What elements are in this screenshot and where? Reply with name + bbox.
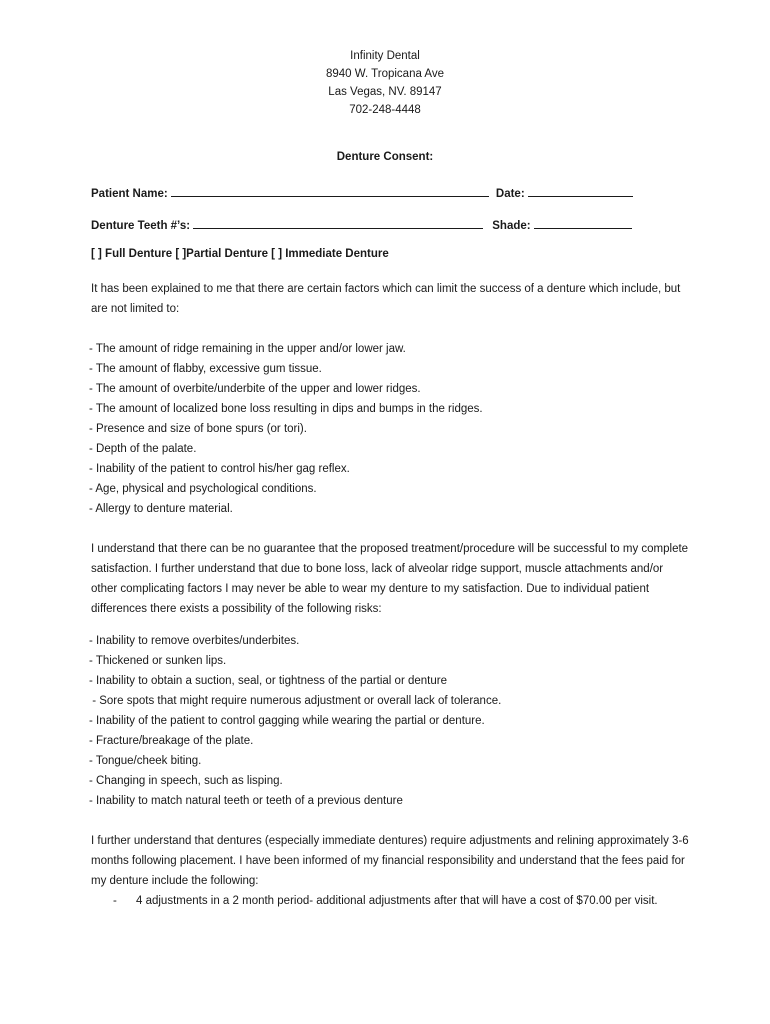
denture-teeth-label: Denture Teeth #’s: [91, 220, 191, 232]
list-item: - Allergy to denture material. [89, 503, 233, 515]
date-label: Date: [495, 188, 525, 200]
shade-label: Shade: [492, 220, 531, 232]
fee-item-text: 4 adjustments in a 2 month period- additional adjustments after that will have a cost of $70.00 per visit. [136, 895, 658, 907]
practice-header [0, 47, 770, 119]
denture-type-options[interactable]: [ ] Full Denture [ ]Partial Denture [ ] Immediate Denture [91, 248, 389, 260]
list-item: - Changing in speech, such as lisping. [89, 775, 283, 787]
shade-field[interactable] [534, 216, 632, 229]
patient-name-row [91, 184, 633, 200]
list-item: - Sore spots that might require numerous adjustment or overall lack of tolerance. [89, 695, 502, 707]
list-item: - Thickened or sunken lips. [89, 655, 227, 667]
fee-item-dash: - [113, 895, 117, 907]
list-item: - Inability to obtain a suction, seal, or tightness of the partial or denture [89, 675, 447, 687]
practice-street: 8940 W. Tropicana Ave [325, 68, 445, 80]
list-item: - The amount of flabby, excessive gum tissue. [89, 363, 322, 375]
list-item: - Tongue/cheek biting. [89, 755, 202, 767]
intro-paragraph: It has been explained to me that there are certain factors which can limit the success of a denture which include, but are not limited to: [91, 283, 681, 315]
date-field[interactable] [528, 184, 633, 197]
list-item: - Inability of the patient to control gagging while wearing the partial or denture. [89, 715, 485, 727]
practice-city: Las Vegas, NV. 89147 [328, 86, 442, 98]
adjustments-paragraph: I further understand that dentures (especially immediate dentures) require adjustments and relining approximately 3-6 months following placement. I have been informed of my financial responsibility and understand that the fees paid for my denture include the following: [91, 835, 689, 887]
patient-name-field[interactable] [171, 184, 489, 197]
limiting-factors-list [89, 339, 483, 519]
list-item: - The amount of localized bone loss resulting in dips and bumps in the ridges. [89, 403, 483, 415]
denture-teeth-field[interactable] [193, 216, 483, 229]
risks-list [89, 631, 501, 811]
guarantee-paragraph: I understand that there can be no guarantee that the proposed treatment/procedure will be successful to my complete satisfaction. I further understand that due to bone loss, lack of alveolar ridge support, muscle attachments and/or other complicating factors I may never be able to wear my denture to my satisfaction. Due to individual patient differences there exists a possibility of the following risks: [91, 543, 689, 615]
list-item: - Presence and size of bone spurs (or tori). [89, 423, 307, 435]
practice-name: Infinity Dental [350, 50, 420, 62]
list-item: - Fracture/breakage of the plate. [89, 735, 254, 747]
list-item: - Depth of the palate. [89, 443, 197, 455]
list-item: - Inability of the patient to control his/her gag reflex. [89, 463, 350, 475]
denture-teeth-row [91, 216, 632, 232]
list-item: - Inability to remove overbites/underbites. [89, 635, 300, 647]
practice-phone: 702-248-4448 [349, 104, 421, 116]
list-item: - Age, physical and psychological conditions. [89, 483, 317, 495]
form-title: Denture Consent: [336, 151, 434, 163]
list-item: - The amount of ridge remaining in the upper and/or lower jaw. [89, 343, 406, 355]
list-item: - The amount of overbite/underbite of the upper and lower ridges. [89, 383, 421, 395]
fee-item [113, 891, 683, 911]
list-item: - Inability to match natural teeth or teeth of a previous denture [89, 795, 403, 807]
patient-name-label: Patient Name: [91, 188, 168, 200]
